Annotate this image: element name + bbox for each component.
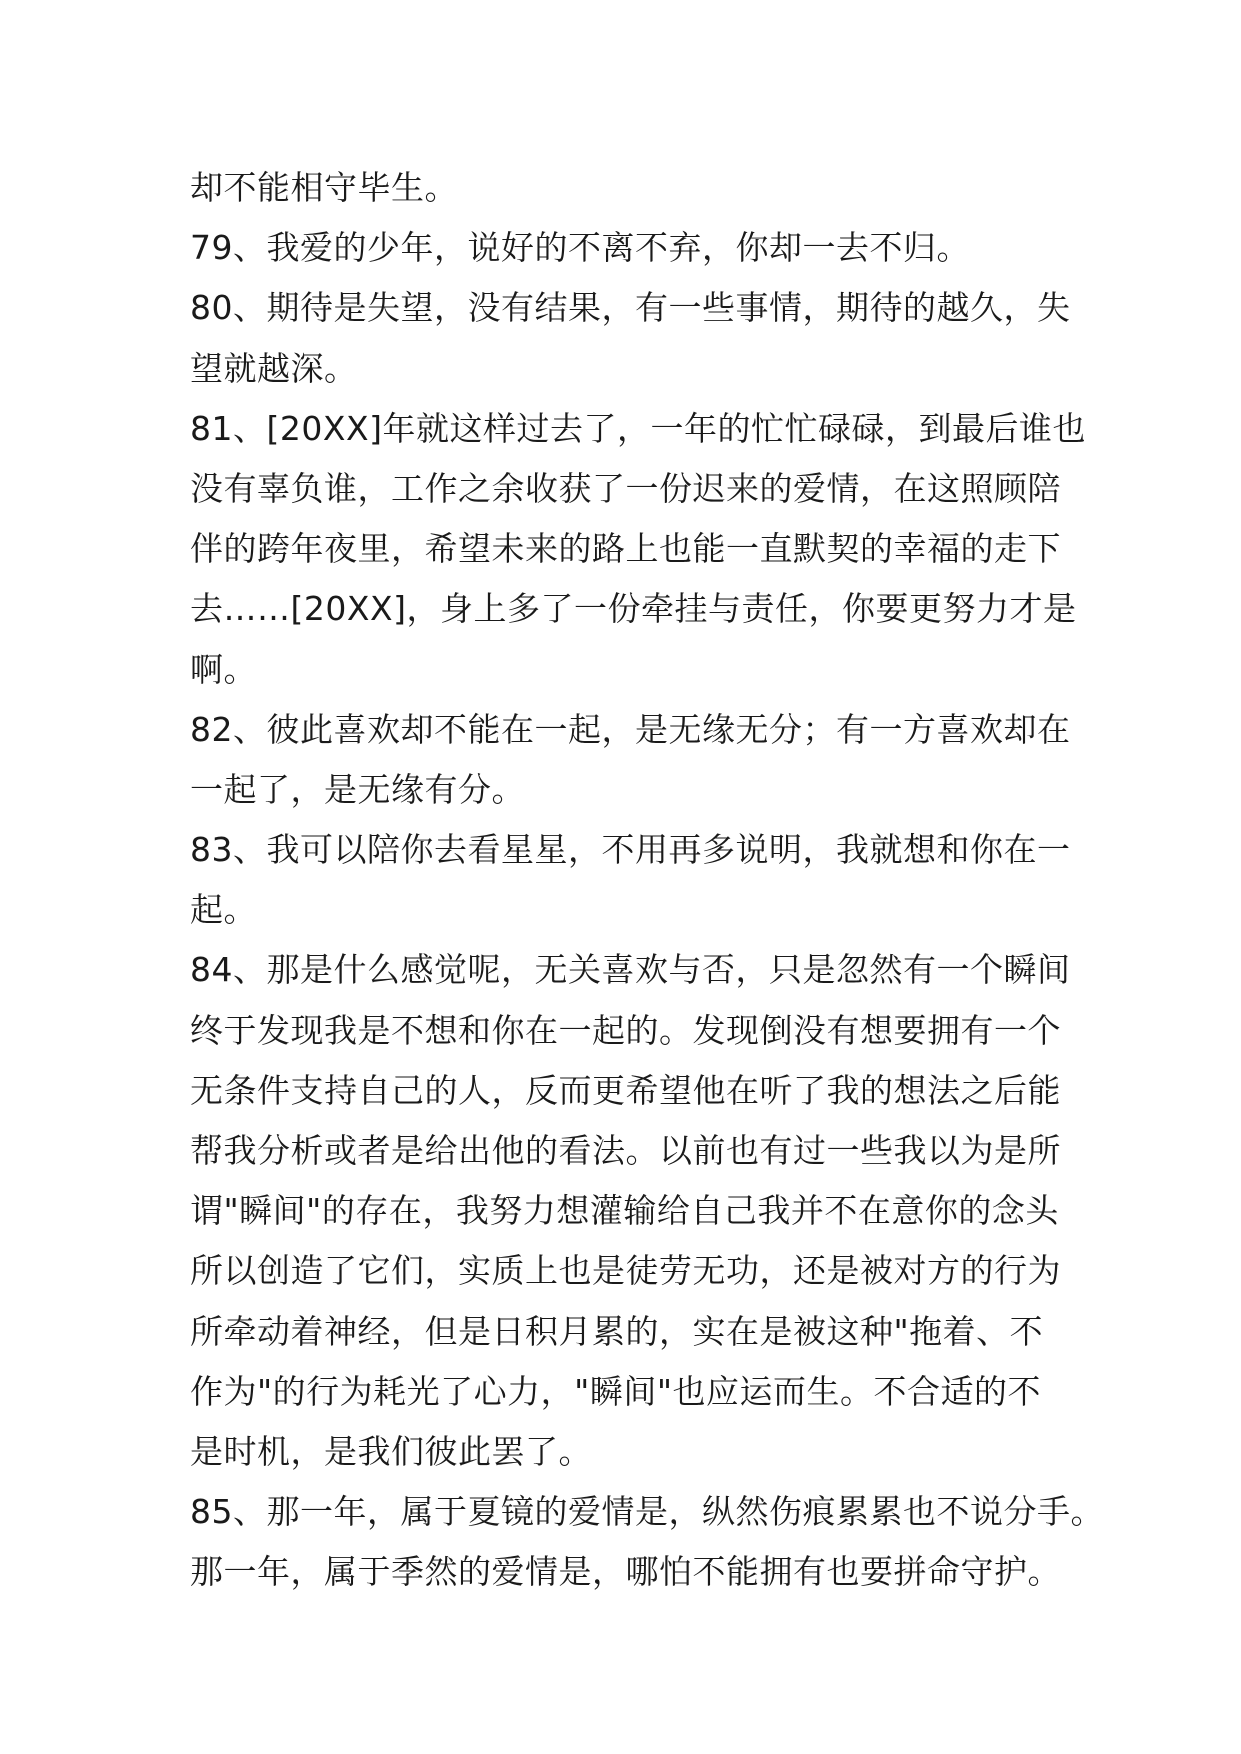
text-line: 82、彼此喜欢却不能在一起，是无缘无分；有一方喜欢却在 bbox=[190, 709, 1071, 749]
text-line: 84、那是什么感觉呢，无关喜欢与否，只是忽然有一个瞬间 bbox=[190, 950, 1071, 990]
text-line: 83、我可以陪你去看星星，不用再多说明，我就想和你在一 bbox=[190, 830, 1071, 870]
text-line: 80、期待是失望，没有结果，有一些事情，期待的越久，失 bbox=[190, 288, 1071, 328]
text-line: 望就越深。 bbox=[190, 348, 358, 388]
text-line: 终于发现我是不想和你在一起的。发现倒没有想要拥有一个 bbox=[190, 1010, 1061, 1050]
text-line: 伴的跨年夜里，希望未来的路上也能一直默契的幸福的走下 bbox=[190, 529, 1061, 569]
text-line: 所以创造了它们，实质上也是徒劳无功，还是被对方的行为 bbox=[190, 1251, 1061, 1291]
text-line: 却不能相守毕生。 bbox=[190, 168, 458, 207]
text-line: 81、[20XX]年就这样过去了，一年的忙忙碌碌，到最后谁也 bbox=[190, 408, 1086, 448]
text-line: 作为"的行为耗光了心力，"瞬间"也应运而生。不合适的不 bbox=[190, 1371, 1042, 1411]
text-line: 无条件支持自己的人，反而更希望他在听了我的想法之后能 bbox=[190, 1070, 1061, 1110]
text-line: 起。 bbox=[190, 890, 257, 930]
text-line: 啊。 bbox=[190, 649, 257, 689]
text-line: 谓"瞬间"的存在，我努力想灌输给自己我并不在意你的念头 bbox=[190, 1191, 1059, 1231]
text-line: 85、那一年，属于夏镜的爱情是，纵然伤痕累累也不说分手。 bbox=[190, 1492, 1104, 1532]
text-line: 一起了，是无缘有分。 bbox=[190, 769, 525, 809]
text-line: 是时机，是我们彼此罢了。 bbox=[190, 1431, 592, 1471]
text-line: 所牵动着神经，但是日积月累的，实在是被这种"拖着、不 bbox=[190, 1311, 1044, 1351]
text-line: 那一年，属于季然的爱情是，哪怕不能拥有也要拼命守护。 bbox=[190, 1552, 1061, 1592]
text-line: 没有辜负谁，工作之余收获了一份迟来的爱情，在这照顾陪 bbox=[190, 468, 1061, 508]
document-body bbox=[190, 158, 1104, 1603]
text-line: 帮我分析或者是给出他的看法。以前也有过一些我以为是所 bbox=[190, 1131, 1061, 1170]
text-line: 79、我爱的少年，说好的不离不弃，你却一去不归。 bbox=[190, 228, 970, 268]
text-line: 去……[20XX]，身上多了一份牵挂与责任，你要更努力才是 bbox=[190, 589, 1077, 629]
